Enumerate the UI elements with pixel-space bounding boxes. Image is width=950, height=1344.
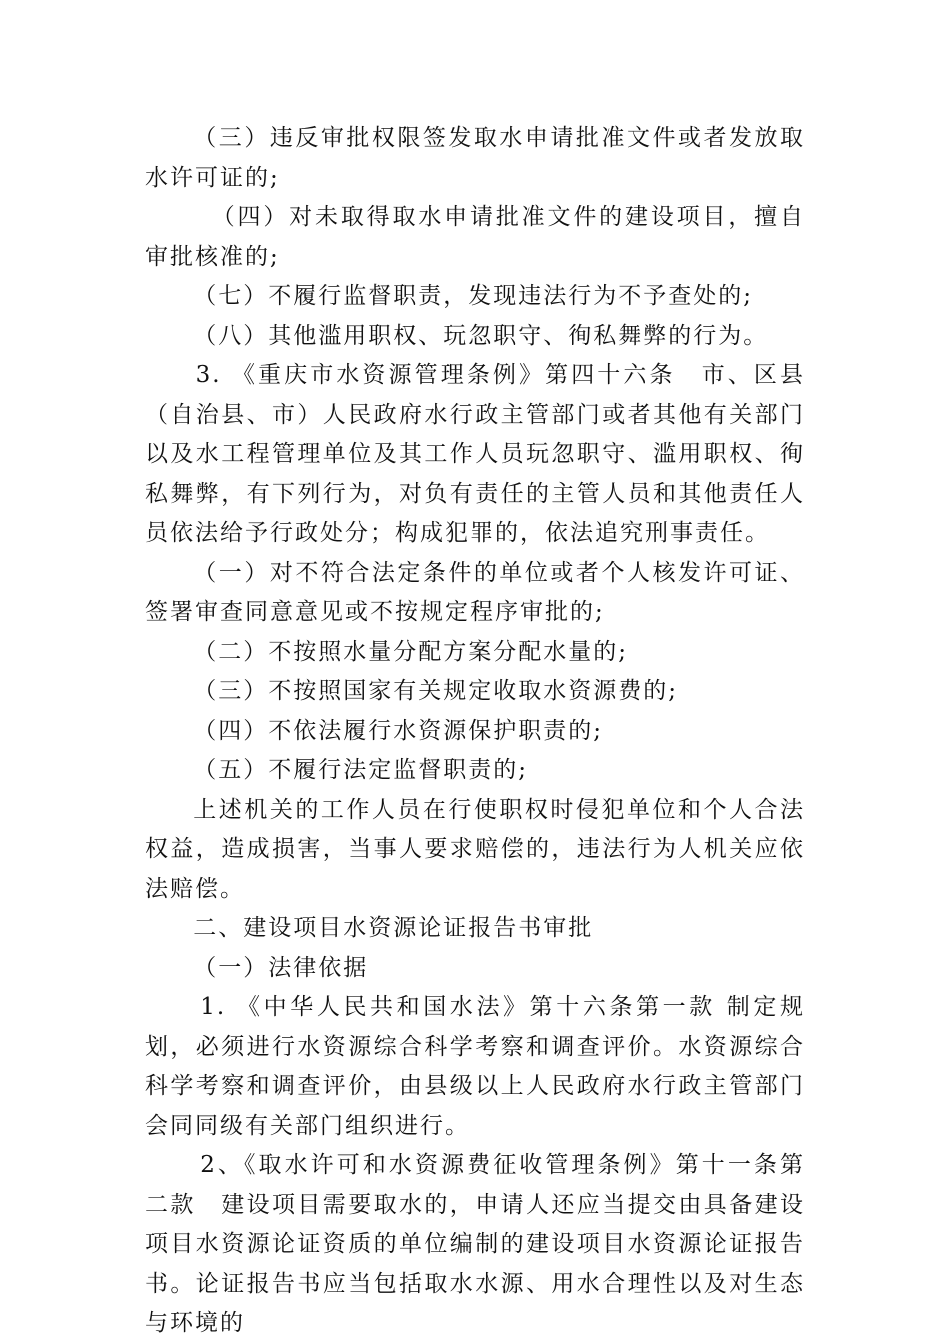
paragraph-sub-item-2: （二）不按照水量分配方案分配水量的; bbox=[193, 638, 629, 665]
paragraph-item-8: （八）其他滥用职权、玩忽职守、徇私舞弊的行为。 bbox=[193, 322, 769, 349]
paragraph-item-7: （七）不履行监督职责，发现违法行为不予查处的; bbox=[193, 283, 754, 309]
subsection-heading-legal-basis: （一）法律依据 bbox=[193, 954, 369, 981]
paragraph-compensation: 上述机关的工作人员在行使职权时侵犯单位和个人合法权益，造成损害，当事人要求赔偿的，违法行为人机关应依法赔偿。 bbox=[145, 796, 805, 902]
paragraph-water-law-16: 1. 《中华人民共和国水法》第十六条第一款 制定规划，必须进行水资源综合科学考察和调查评价。水资源综合科学考察和调查评价，由县级以上人民政府水行政主管部门会同同级有关部门组织进行。 bbox=[145, 994, 805, 1139]
section-heading-2: 二、建设项目水资源论证报告书审批 bbox=[193, 915, 594, 941]
paragraph-sub-item-3: （三）不按照国家有关规定收取水资源费的; bbox=[193, 678, 679, 704]
paragraph-sub-item-5: （五）不履行法定监督职责的; bbox=[193, 757, 529, 783]
paragraph-sub-item-1: （一）对不符合法定条件的单位或者个人核发许可证、签署审查同意意见或不按规定程序审批的; bbox=[145, 559, 805, 625]
paragraph-sub-item-4: （四）不依法履行水资源保护职责的; bbox=[193, 717, 604, 744]
paragraph-item-4: （四）对未取得取水申请批准文件的建设项目，擅自审批核准的; bbox=[145, 204, 805, 270]
paragraph-item-3: （三）违反审批权限签发取水申请批准文件或者发放取水许可证的; bbox=[145, 125, 805, 191]
document-body bbox=[145, 119, 805, 1344]
paragraph-regulation-11: 2、《取水许可和水资源费征收管理条例》第十一条第二款 建设项目需要取水的，申请人还应当提交由具备建设项目水资源论证资质的单位编制的建设项目水资源论证报告书。论证报告书应当包括取水水源、用水合理性以及对生态与环境的 bbox=[145, 1152, 805, 1336]
paragraph-article-46: 3. 《重庆市水资源管理条例》第四十六条 市、区县（自治县、市）人民政府水行政主管部门或者其他有关部门以及水工程管理单位及其工作人员玩忽职守、滥用职权、徇私舞弊，有下列行为，对负有责任的主管人员和其他责任人员依法给予行政处分；构成犯罪的，依法追究刑事责任。 bbox=[145, 362, 805, 546]
